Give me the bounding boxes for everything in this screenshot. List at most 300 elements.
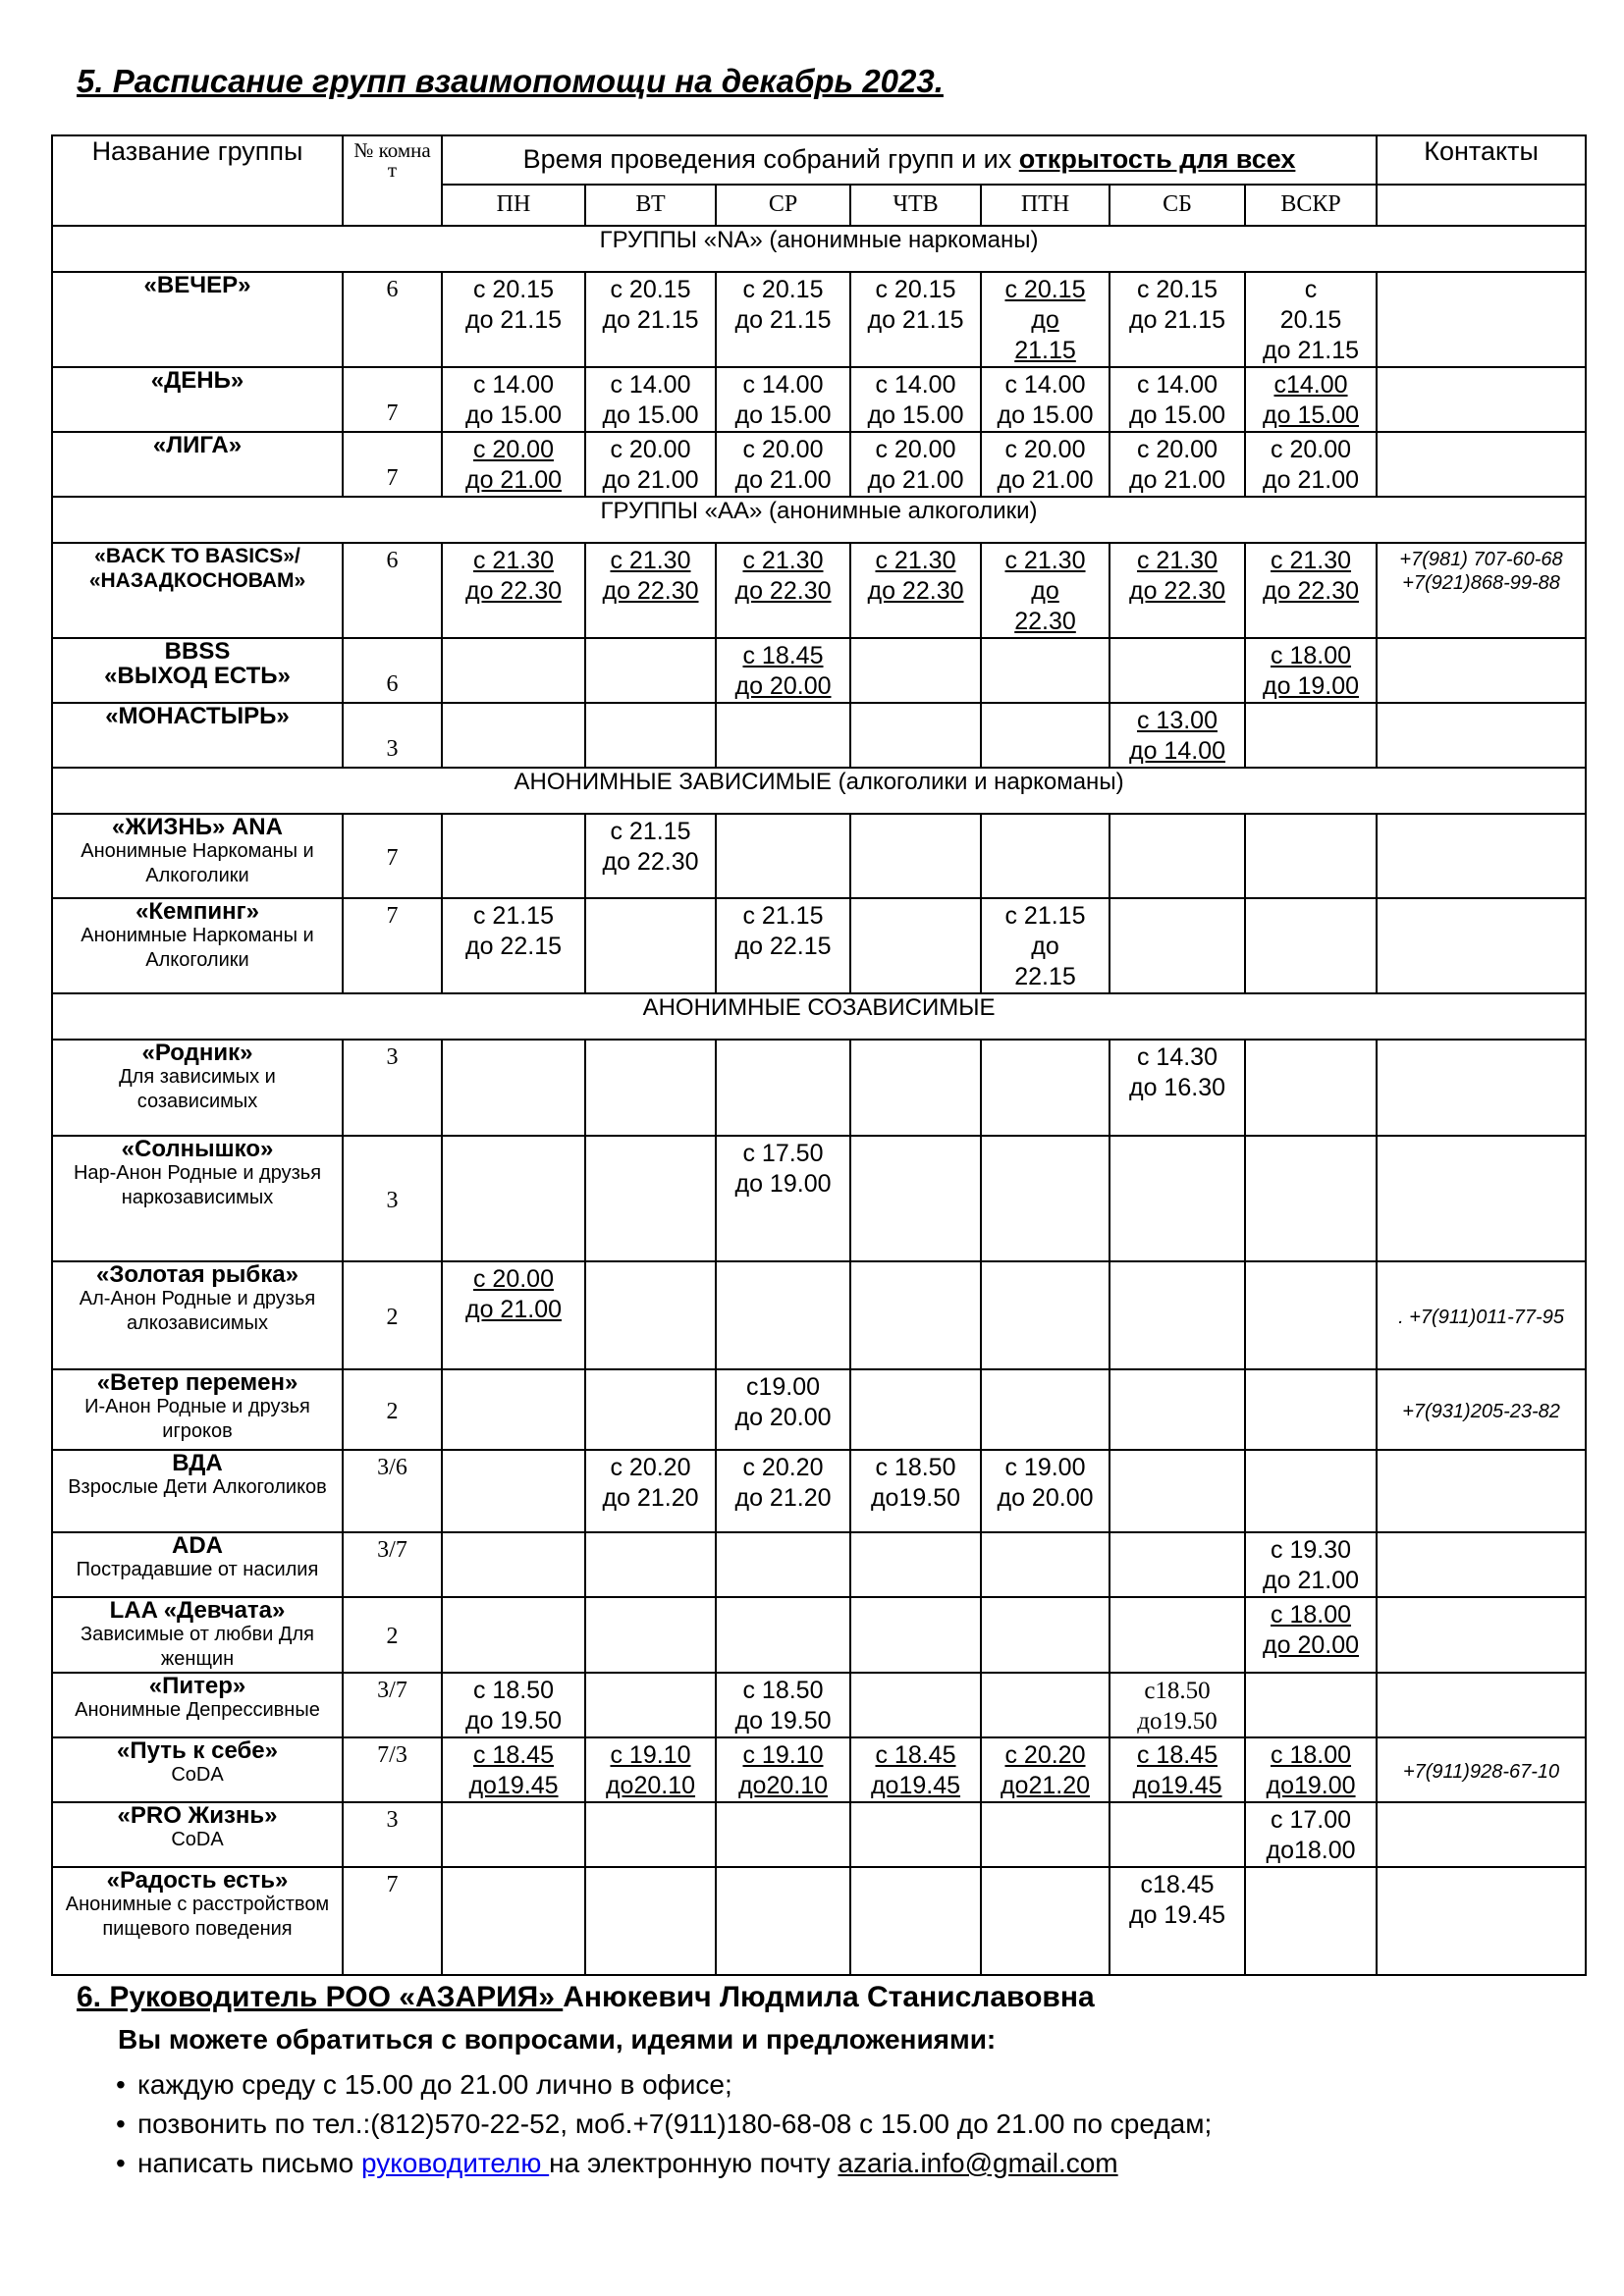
- meeting-time: до 22.30: [602, 848, 699, 876]
- meeting-time-cell: [585, 1737, 716, 1802]
- meeting-time-cell: [850, 1597, 981, 1673]
- footer: [77, 1981, 1589, 2183]
- meeting-time: с 18.00: [1271, 1741, 1352, 1769]
- meeting-time: с 20.15: [1136, 276, 1218, 303]
- meeting-time-cell: [585, 1532, 716, 1597]
- meeting-time: до20.10: [737, 1772, 829, 1799]
- meeting-time: до 21.20: [602, 1484, 699, 1512]
- meeting-time-cell: [850, 272, 981, 367]
- section-title: ГРУППЫ «NA» (анонимные наркоманы): [52, 226, 1586, 272]
- table-row: [52, 898, 1586, 993]
- room-number: 7: [343, 898, 442, 993]
- group-description: Зависимые от любви Для женщин: [81, 1624, 314, 1670]
- meeting-time-cell: [981, 1450, 1110, 1532]
- meeting-time: до 15.00: [867, 401, 964, 429]
- day-thu: ЧТВ: [850, 185, 981, 226]
- meeting-time-cell: [981, 367, 1110, 432]
- meeting-time-cell: [1245, 543, 1377, 638]
- contacts-header-blank: [1377, 185, 1586, 226]
- contact-phone: [1377, 272, 1586, 367]
- group-name: «Родник»: [141, 1040, 253, 1066]
- meeting-time: с 20.00: [1136, 436, 1218, 463]
- meeting-time-cell: [1245, 1802, 1377, 1867]
- meeting-time-cell: [442, 898, 585, 993]
- meeting-time: с 18.00: [1271, 1601, 1352, 1629]
- contact-phone: [1377, 1450, 1586, 1532]
- group-name-cell: [52, 1673, 343, 1737]
- meeting-time-cell: [716, 272, 850, 367]
- table-row: [52, 1673, 1586, 1737]
- meeting-time: с 20.20: [742, 1454, 824, 1481]
- meeting-time-cell: [1110, 1040, 1245, 1136]
- bullet-icon: •: [116, 2109, 126, 2139]
- meeting-time: до 15.00: [1129, 401, 1225, 429]
- meeting-time-cell: [1110, 1532, 1245, 1597]
- day-sun: ВСКР: [1245, 185, 1377, 226]
- group-name: «Ветер перемен»: [96, 1369, 298, 1396]
- meeting-time-cell: [585, 1673, 716, 1737]
- table-row: [52, 432, 1586, 497]
- meeting-time-cell: [1110, 367, 1245, 432]
- meeting-time: 20.15: [1279, 306, 1342, 334]
- meeting-time-cell: [981, 1136, 1110, 1261]
- meeting-time-cell: [1245, 814, 1377, 898]
- meeting-time: до 21.00: [1263, 1567, 1360, 1594]
- section-header-row: [52, 993, 1586, 1040]
- meeting-time: с 21.30: [1004, 547, 1086, 574]
- room-number: 3: [343, 1040, 442, 1136]
- meeting-time-cell: [1245, 272, 1377, 367]
- meeting-time: с14.00: [1273, 371, 1348, 399]
- meeting-time-cell: [850, 1802, 981, 1867]
- meeting-time-cell: [1245, 432, 1377, 497]
- day-fri: ПТН: [981, 185, 1110, 226]
- meeting-time: с 19.10: [742, 1741, 824, 1769]
- meeting-time-cell: [716, 1040, 850, 1136]
- meeting-time: до 19.50: [465, 1707, 562, 1735]
- leader-heading: [77, 1981, 1589, 2014]
- meeting-time-cell: [1110, 1673, 1245, 1737]
- group-name-cell: [52, 1737, 343, 1802]
- meeting-time-cell: [716, 1450, 850, 1532]
- table-row: [52, 814, 1586, 898]
- meeting-time-cell: [981, 898, 1110, 993]
- meeting-time: с 18.50: [875, 1454, 956, 1481]
- meeting-time-cell: [1245, 703, 1377, 768]
- section-title: ГРУППЫ «АА» (анонимные алкоголики): [52, 497, 1586, 543]
- meeting-time-cell: [850, 703, 981, 768]
- section-title: АНОНИМНЫЕ СОЗАВИСИМЫЕ: [52, 993, 1586, 1040]
- meeting-time: с 20.20: [1004, 1741, 1086, 1769]
- meeting-time: с 20.00: [1004, 436, 1086, 463]
- meeting-time-cell: [585, 1802, 716, 1867]
- meeting-time-cell: [716, 898, 850, 993]
- meeting-time: до21.20: [1000, 1772, 1091, 1799]
- meeting-time: с 14.00: [472, 371, 554, 399]
- contact-phone: [1377, 1867, 1586, 1975]
- meeting-time: с 18.00: [1271, 642, 1352, 669]
- group-description: CoDA: [171, 1829, 224, 1850]
- meeting-time: с 21.30: [610, 547, 691, 574]
- meeting-time-cell: [442, 638, 585, 703]
- section-header-row: [52, 768, 1586, 814]
- meeting-time-cell: [442, 1040, 585, 1136]
- group-name-cell: [52, 367, 343, 432]
- meeting-time: до 21.00: [867, 466, 964, 494]
- meeting-time-cell: [716, 1737, 850, 1802]
- meeting-time-cell: [585, 543, 716, 638]
- group-description: «НАЗАДКОСНОВАМ»: [88, 569, 306, 592]
- meeting-time: с 20.00: [875, 436, 956, 463]
- leader-heading-num: 6. Руководитель РОО «АЗАРИЯ»: [77, 1981, 564, 2013]
- meeting-time-cell: [1245, 898, 1377, 993]
- group-name: «Золотая рыбка»: [96, 1261, 298, 1288]
- room-number: 3: [343, 1136, 442, 1261]
- contact-phone: [1377, 1136, 1586, 1261]
- group-name: ADA: [172, 1532, 223, 1559]
- meeting-time-cell: [1110, 814, 1245, 898]
- meeting-time-cell: [585, 1136, 716, 1261]
- meeting-time-cell: [1110, 1867, 1245, 1975]
- table-row: [52, 703, 1586, 768]
- group-description: Взрослые Дети Алкоголиков: [68, 1476, 327, 1498]
- group-name: «Кемпинг»: [135, 898, 259, 925]
- bullet-text: на электронную почту: [549, 2148, 831, 2178]
- meeting-time-cell: [1110, 1369, 1245, 1450]
- meeting-time: до 19.00: [734, 1170, 832, 1198]
- room-number: 7: [343, 814, 442, 898]
- bullet-text: каждую среду с 15.00 до 21.00 лично в офисе;: [137, 2069, 732, 2100]
- group-name: «МОНАСТЫРЬ»: [105, 703, 290, 729]
- meeting-time-cell: [850, 814, 981, 898]
- meeting-time-cell: [850, 1261, 981, 1369]
- time-header-bold: открытость для всех: [1018, 144, 1296, 175]
- group-name: «ЖИЗНЬ» ANA: [112, 814, 283, 840]
- table-row: [52, 1136, 1586, 1261]
- meeting-time: до19.45: [1132, 1772, 1222, 1799]
- meeting-time-cell: [850, 1737, 981, 1802]
- meeting-time-cell: [981, 272, 1110, 367]
- meeting-time-cell: [442, 1867, 585, 1975]
- meeting-time-cell: [585, 703, 716, 768]
- meeting-time: с 20.15: [1004, 276, 1086, 303]
- meeting-time: с 20.15: [472, 276, 554, 303]
- group-name: «Путь к себе»: [117, 1737, 278, 1764]
- meeting-time: с 20.15: [610, 276, 691, 303]
- table-row: [52, 543, 1586, 638]
- meeting-time-cell: [716, 367, 850, 432]
- meeting-time-cell: [716, 703, 850, 768]
- meeting-time-cell: [850, 1450, 981, 1532]
- meeting-time: до: [1031, 933, 1059, 960]
- meeting-time-cell: [850, 1040, 981, 1136]
- meeting-time-cell: [850, 432, 981, 497]
- meeting-time: с 17.50: [742, 1140, 824, 1167]
- meeting-time-cell: [1110, 703, 1245, 768]
- meeting-time: до 20.00: [997, 1484, 1094, 1512]
- meeting-time: 21.15: [1014, 337, 1076, 364]
- table-row: [52, 1261, 1586, 1369]
- contact-phone: +7(931)205-23-82: [1377, 1369, 1586, 1450]
- contact-phone: [1377, 703, 1586, 768]
- meeting-time: до19.00: [1266, 1772, 1356, 1799]
- meeting-time-cell: [585, 432, 716, 497]
- contact-phone: [1377, 898, 1586, 993]
- meeting-time-cell: [716, 1136, 850, 1261]
- schedule-table: [51, 134, 1587, 1976]
- meeting-time: до 16.30: [1129, 1074, 1225, 1101]
- group-description: CoDA: [171, 1764, 224, 1786]
- meeting-time-cell: [1110, 1136, 1245, 1261]
- meeting-time-cell: [585, 367, 716, 432]
- meeting-time: до 22.30: [1129, 577, 1225, 605]
- meeting-time: до 19.50: [734, 1707, 832, 1735]
- meeting-time-cell: [850, 1532, 981, 1597]
- group-description: И-Анон Родные и друзья игроков: [84, 1396, 310, 1442]
- meeting-time: с 19.10: [610, 1741, 691, 1769]
- meeting-time: до19.45: [870, 1772, 961, 1799]
- meeting-time: до 19.00: [1263, 672, 1360, 700]
- meeting-time-cell: [1110, 1597, 1245, 1673]
- group-description: Для зависимых и созависимых: [119, 1066, 276, 1112]
- room-number: 2: [343, 1597, 442, 1673]
- list-item: [116, 2105, 1589, 2144]
- meeting-time-cell: [850, 638, 981, 703]
- bullet-text: написать письмо: [137, 2148, 354, 2178]
- day-sat: СБ: [1110, 185, 1245, 226]
- room-number: 7/3: [343, 1737, 442, 1802]
- meeting-time: 22.15: [1014, 963, 1076, 990]
- meeting-time-cell: [716, 1867, 850, 1975]
- meeting-time-cell: [585, 272, 716, 367]
- meeting-time: с 19.30: [1271, 1536, 1352, 1564]
- leader-name: Анюкевич Людмила Станиславовна: [563, 1981, 1095, 2013]
- meeting-time: до 20.00: [734, 1404, 832, 1431]
- meeting-time-cell: [442, 543, 585, 638]
- meeting-time: с 14.00: [610, 371, 691, 399]
- contact-phone: [1377, 367, 1586, 432]
- meeting-time: с 21.30: [1136, 547, 1218, 574]
- meeting-time: до 21.00: [1263, 466, 1360, 494]
- room-number: 3: [343, 1802, 442, 1867]
- meeting-time: с 21.30: [742, 547, 824, 574]
- meeting-time: с 21.30: [1271, 547, 1352, 574]
- meeting-time-cell: [1110, 638, 1245, 703]
- meeting-time-cell: [981, 543, 1110, 638]
- meeting-time-cell: [981, 1597, 1110, 1673]
- meeting-time-cell: [1245, 638, 1377, 703]
- group-name-cell: [52, 272, 343, 367]
- meeting-time: с 21.30: [875, 547, 956, 574]
- group-name: «Солнышко»: [121, 1136, 274, 1162]
- meeting-time-cell: [850, 367, 981, 432]
- table-row: [52, 1802, 1586, 1867]
- meeting-time-cell: [981, 1802, 1110, 1867]
- meeting-time-cell: [981, 1737, 1110, 1802]
- meeting-time: до 22.30: [1263, 577, 1360, 605]
- meeting-time: до 21.00: [465, 1296, 562, 1323]
- meeting-time-cell: [981, 432, 1110, 497]
- meeting-time: до 20.00: [734, 672, 832, 700]
- meeting-time-cell: [1245, 1040, 1377, 1136]
- contact-phone: +7(981) 707-60-68 +7(921)868-99-88: [1377, 543, 1586, 638]
- room-number: 7: [343, 432, 442, 497]
- meeting-time: до18.00: [1266, 1837, 1356, 1864]
- bullet-text: позвонить по тел.:(812)570-22-52, моб.+7(911)180-68-08 с 15.00 до 21.00 по средам;: [137, 2109, 1213, 2139]
- meeting-time: до 21.15: [602, 306, 699, 334]
- room-number: 2: [343, 1369, 442, 1450]
- meeting-time-cell: [981, 703, 1110, 768]
- meeting-time: с 20.00: [472, 436, 554, 463]
- contact-phone: [1377, 814, 1586, 898]
- meeting-time: до 15.00: [465, 401, 562, 429]
- meeting-time: с 21.30: [472, 547, 554, 574]
- group-name-cell: [52, 1040, 343, 1136]
- group-description: Пострадавшие от насилия: [76, 1559, 319, 1580]
- meeting-time-cell: [716, 1673, 850, 1737]
- meeting-time: с 20.00: [742, 436, 824, 463]
- group-description: Анонимные Наркоманы и Алкоголики: [81, 840, 314, 886]
- group-name-cell: [52, 1802, 343, 1867]
- header-row: [52, 135, 1586, 185]
- meeting-time: с 14.00: [1136, 371, 1218, 399]
- table-row: [52, 1597, 1586, 1673]
- day-tue: ВТ: [585, 185, 716, 226]
- meeting-time-cell: [442, 1369, 585, 1450]
- meeting-time-cell: [716, 1369, 850, 1450]
- meeting-time: с 20.15: [875, 276, 956, 303]
- meeting-time-cell: [442, 1802, 585, 1867]
- group-name-cell: [52, 1261, 343, 1369]
- group-name-cell: [52, 543, 343, 638]
- table-row: [52, 1867, 1586, 1975]
- meeting-time: до 21.20: [734, 1484, 832, 1512]
- table-row: [52, 1369, 1586, 1450]
- table-row: [52, 638, 1586, 703]
- meeting-time-cell: [1110, 543, 1245, 638]
- table-row: [52, 1450, 1586, 1532]
- room-header: № комна т: [343, 135, 442, 226]
- table-row: [52, 1532, 1586, 1597]
- meeting-time: с 18.45: [742, 642, 824, 669]
- meeting-time: до19.45: [468, 1772, 559, 1799]
- meeting-time-cell: [1110, 1802, 1245, 1867]
- contact-phone: [1377, 1802, 1586, 1867]
- contact-subheading: Вы можете обратиться с вопросами, идеями и предложениями:: [118, 2024, 997, 2055]
- meeting-time-cell: [442, 1673, 585, 1737]
- table-row: [52, 367, 1586, 432]
- meeting-time: с 18.50: [472, 1677, 554, 1704]
- meeting-time: с 14.00: [1004, 371, 1086, 399]
- meeting-time-cell: [850, 1136, 981, 1261]
- meeting-time-cell: [981, 638, 1110, 703]
- meeting-time-cell: [716, 814, 850, 898]
- meeting-time: до 21.00: [1129, 466, 1225, 494]
- meeting-time-cell: [850, 1673, 981, 1737]
- meeting-time-cell: [1110, 272, 1245, 367]
- meeting-time: до 22.30: [602, 577, 699, 605]
- meeting-time-cell: [1110, 432, 1245, 497]
- meeting-time-cell: [981, 814, 1110, 898]
- group-name-cell: [52, 703, 343, 768]
- group-name-cell: [52, 1369, 343, 1450]
- meeting-time: с 18.45: [1136, 1741, 1218, 1769]
- room-number: 6: [343, 543, 442, 638]
- contact-phone: +7(911)928-67-10: [1377, 1737, 1586, 1802]
- table-row: [52, 1737, 1586, 1802]
- meeting-time: с 14.00: [742, 371, 824, 399]
- meeting-time-cell: [585, 814, 716, 898]
- meeting-time: 22.30: [1014, 608, 1076, 635]
- meeting-time: до 15.00: [997, 401, 1094, 429]
- meeting-time-cell: [850, 1369, 981, 1450]
- meeting-time-cell: [1245, 1737, 1377, 1802]
- room-number: 3/7: [343, 1532, 442, 1597]
- day-mon: ПН: [442, 185, 585, 226]
- meeting-time-cell: [1245, 1136, 1377, 1261]
- meeting-time-cell: [585, 1597, 716, 1673]
- group-name: BBSS: [164, 638, 231, 665]
- meeting-time-cell: [442, 1597, 585, 1673]
- meeting-time: до19.50: [1137, 1708, 1218, 1735]
- meeting-time: до 20.00: [1263, 1631, 1360, 1659]
- group-name: «ЛИГА»: [152, 432, 243, 458]
- meeting-time: с 20.00: [1271, 436, 1352, 463]
- meeting-time: с 21.15: [742, 902, 824, 930]
- group-name: «PRO Жизнь»: [117, 1802, 278, 1829]
- meeting-time-cell: [442, 272, 585, 367]
- contact-phone: . +7(911)011-77-95: [1377, 1261, 1586, 1369]
- meeting-time: до: [1031, 306, 1059, 334]
- list-item: [116, 2065, 1589, 2105]
- meeting-time-cell: [442, 1450, 585, 1532]
- group-name: «Питер»: [148, 1673, 246, 1699]
- meeting-time: до20.10: [605, 1772, 696, 1799]
- email-address[interactable]: azaria.info@gmail.com: [838, 2148, 1118, 2178]
- group-name-cell: [52, 1867, 343, 1975]
- meeting-time-cell: [1245, 1450, 1377, 1532]
- meeting-time-cell: [716, 638, 850, 703]
- meeting-time: с 14.30: [1136, 1043, 1218, 1071]
- meeting-time: с19.00: [745, 1373, 821, 1401]
- group-description: «ВЫХОД ЕСТЬ»: [104, 663, 291, 689]
- group-name: «BACK TO BASICS»/: [94, 545, 300, 567]
- group-name: «Радость есть»: [106, 1867, 289, 1894]
- group-description: Ал-Анон Родные и друзья алкозависимых: [79, 1288, 316, 1334]
- room-number: 6: [343, 638, 442, 703]
- meeting-time-cell: [442, 1532, 585, 1597]
- meeting-time: до 22.15: [734, 933, 832, 960]
- contact-phone: [1377, 1597, 1586, 1673]
- group-name: ВДА: [172, 1450, 223, 1476]
- leader-link[interactable]: руководителю: [360, 2148, 550, 2178]
- time-header-text: Время проведения собраний групп и их: [522, 144, 1012, 175]
- room-number: 3/7: [343, 1673, 442, 1737]
- bullet-icon: •: [116, 2069, 126, 2100]
- meeting-time: до 22.15: [465, 933, 562, 960]
- meeting-time-cell: [585, 1369, 716, 1450]
- meeting-time: до 14.00: [1129, 737, 1225, 765]
- meeting-time: до 21.00: [997, 466, 1094, 494]
- group-name-cell: [52, 1136, 343, 1261]
- meeting-time-cell: [442, 432, 585, 497]
- group-name-cell: [52, 432, 343, 497]
- meeting-time-cell: [981, 1673, 1110, 1737]
- meeting-time: до 21.15: [465, 306, 562, 334]
- meeting-time-cell: [981, 1040, 1110, 1136]
- meeting-time-cell: [981, 1261, 1110, 1369]
- group-name: «ВЕЧЕР»: [143, 272, 251, 298]
